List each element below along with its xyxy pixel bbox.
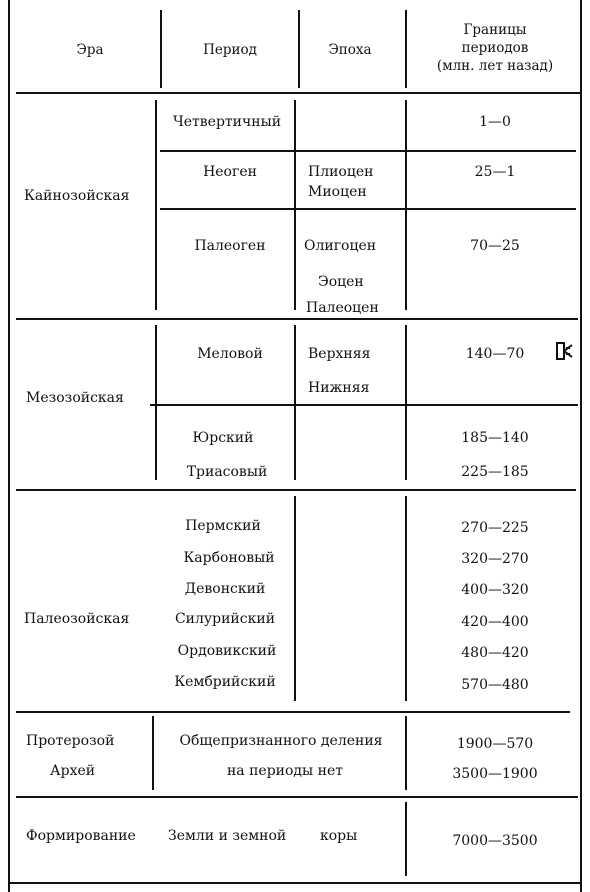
- epoch-lower: Нижняя: [308, 380, 370, 396]
- range-formation: 7000—3500: [452, 833, 538, 849]
- range-proterozoic: 1900—570: [456, 736, 534, 752]
- range-cambrian: 570—480: [461, 677, 529, 693]
- mesozoic-divider-epoch: [405, 325, 407, 480]
- mesozoic-rule-1: [150, 404, 578, 406]
- page-corner-mark-icon: [556, 342, 574, 360]
- header-bounds-line2: периодов: [461, 40, 529, 56]
- formation-label-part3: коры: [320, 828, 358, 844]
- period-cambrian: Кембрийский: [174, 674, 276, 690]
- precambrian-note-line2: на периоды нет: [226, 763, 344, 779]
- cenozoic-bottom-rule: [16, 318, 578, 320]
- period-silurian: Силурийский: [174, 611, 276, 627]
- epoch-miocene: Миоцен: [308, 184, 367, 200]
- mesozoic-bottom-rule: [16, 489, 576, 491]
- table-right-border: [580, 0, 582, 892]
- period-carboniferous: Карбоновый: [183, 550, 275, 566]
- epoch-pliocene: Плиоцен: [308, 164, 374, 180]
- range-devonian: 400—320: [461, 582, 529, 598]
- range-jurassic: 185—140: [461, 430, 529, 446]
- range-ordovician: 480—420: [461, 645, 529, 661]
- mesozoic-divider-period: [294, 325, 296, 480]
- cenozoic-divider-era: [155, 100, 157, 310]
- period-permian: Пермский: [185, 518, 261, 534]
- precambrian-divider-era: [152, 716, 154, 790]
- table-bottom-border: [8, 882, 582, 884]
- paleozoic-divider-epoch: [405, 496, 407, 701]
- period-paleogene: Палеоген: [194, 238, 266, 254]
- formation-label-part2: Земли и земной: [168, 828, 287, 844]
- header-period: Период: [203, 42, 257, 58]
- precambrian-bottom-rule: [16, 796, 578, 798]
- epoch-upper: Верхняя: [308, 346, 371, 362]
- period-ordovician: Ордовикский: [177, 643, 277, 659]
- era-cenozoic: Кайнозойская: [24, 188, 130, 204]
- period-cretaceous: Меловой: [197, 346, 263, 362]
- mesozoic-divider-era: [155, 325, 157, 480]
- header-bounds-line3: (млн. лет назад): [436, 58, 554, 74]
- epoch-eocene: Эоцен: [318, 274, 364, 290]
- paleozoic-divider-period: [294, 496, 296, 701]
- epoch-oligocene: Олигоцен: [304, 238, 377, 254]
- formation-label-part1: Формирование: [26, 828, 136, 844]
- table-left-border: [8, 0, 10, 892]
- range-cretaceous: 140—70: [465, 346, 525, 362]
- paleozoic-bottom-rule: [16, 711, 570, 713]
- header-bottom-rule: [16, 92, 580, 94]
- cenozoic-rule-2: [160, 208, 576, 210]
- header-era: Эра: [76, 42, 104, 58]
- cenozoic-divider-period: [294, 100, 296, 310]
- era-paleozoic: Палеозойская: [24, 611, 130, 627]
- header-divider-2: [298, 10, 300, 88]
- period-quaternary: Четвертичный: [172, 114, 282, 130]
- header-divider-1: [160, 10, 162, 88]
- formation-divider-bounds: [405, 802, 407, 876]
- era-mesozoic: Мезозойская: [26, 390, 124, 406]
- range-triassic: 225—185: [461, 464, 529, 480]
- epoch-paleocene: Палеоцен: [306, 300, 379, 316]
- precambrian-note-line1: Общепризнанного деления: [179, 733, 383, 749]
- era-archean: Архей: [50, 763, 96, 779]
- period-neogene: Неоген: [203, 164, 257, 180]
- header-bounds-line1: Границы: [463, 22, 527, 38]
- range-permian: 270—225: [461, 520, 529, 536]
- range-silurian: 420—400: [461, 614, 529, 630]
- era-proterozoic: Протерозой: [26, 733, 115, 749]
- range-archean: 3500—1900: [452, 766, 538, 782]
- precambrian-divider-bounds: [405, 716, 407, 790]
- period-devonian: Девонский: [184, 581, 266, 597]
- cenozoic-divider-epoch: [405, 100, 407, 310]
- period-jurassic: Юрский: [192, 430, 254, 446]
- range-quaternary: 1—0: [479, 114, 511, 130]
- header-epoch: Эпоха: [328, 42, 372, 58]
- range-paleogene: 70—25: [470, 238, 520, 254]
- period-triassic: Триасовый: [186, 464, 268, 480]
- cenozoic-rule-1: [160, 150, 576, 152]
- range-carboniferous: 320—270: [461, 551, 529, 567]
- range-neogene: 25—1: [474, 164, 516, 180]
- header-divider-3: [405, 10, 407, 88]
